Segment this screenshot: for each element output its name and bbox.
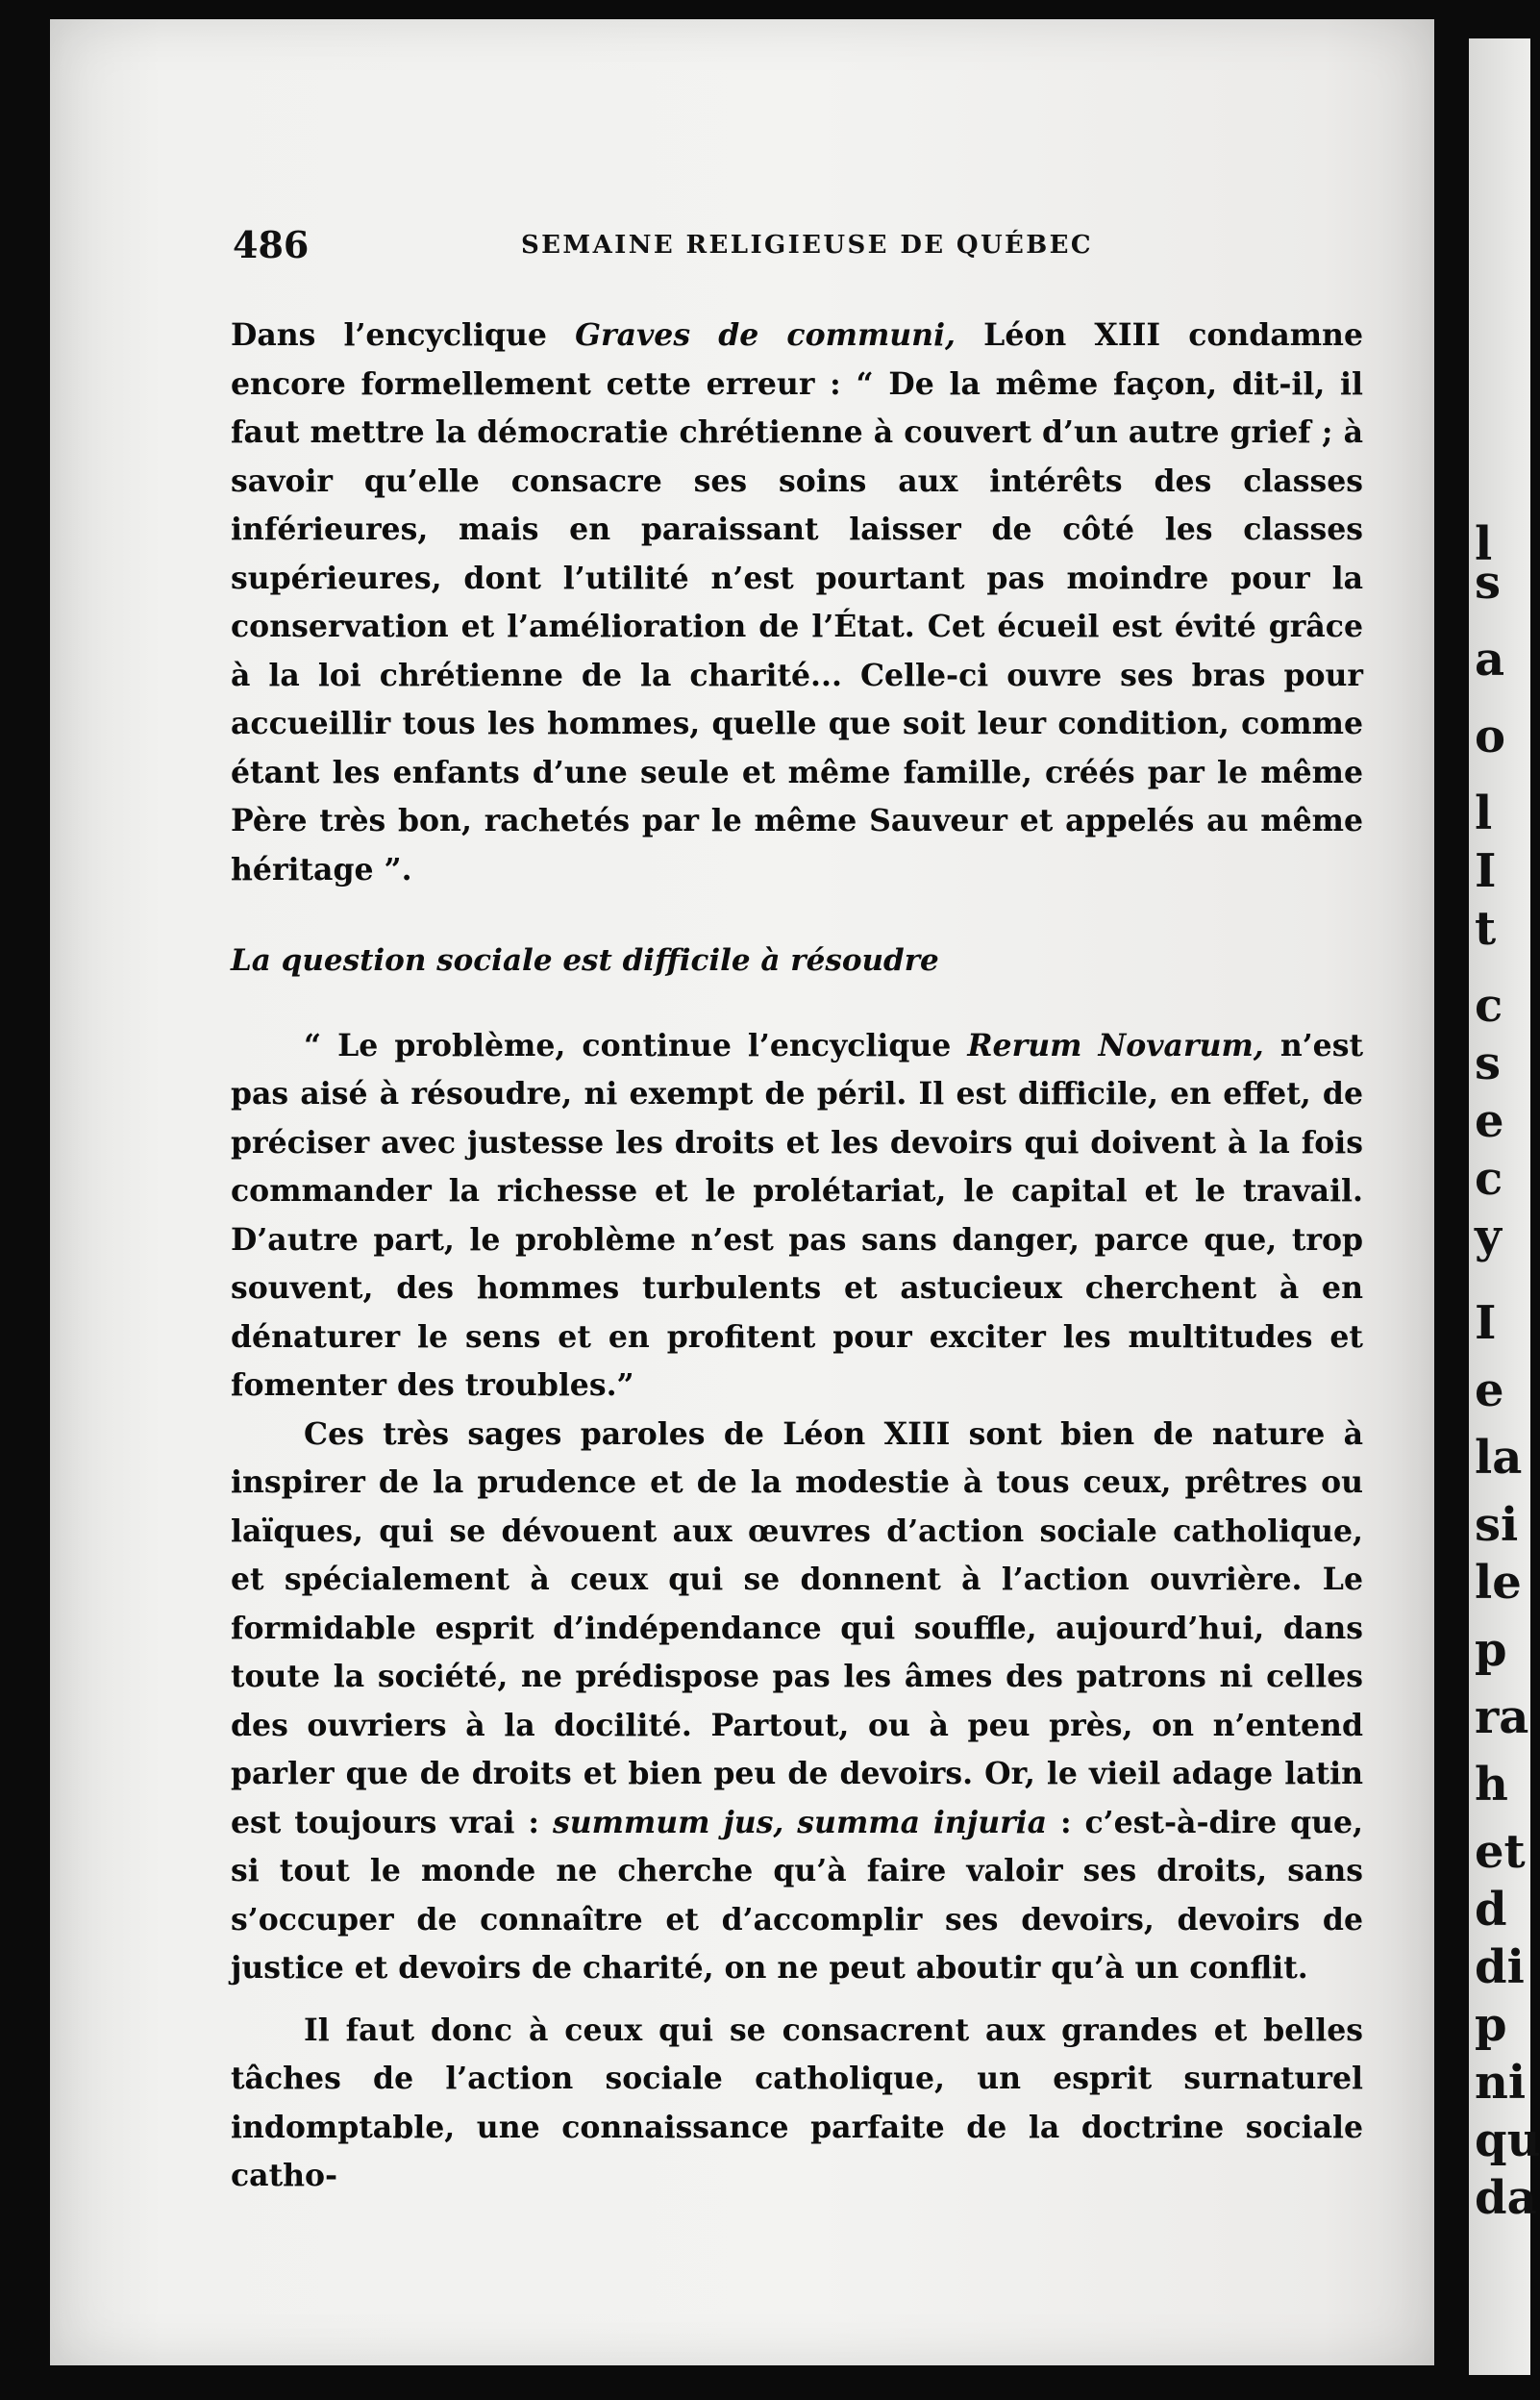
adjacent-page-fragment: da	[1475, 2171, 1537, 2225]
paragraph-1-text-c: Léon XIII condamne encore formellement cette erreur : “ De la même façon, dit-il, il faut mettre la démocratie chrétienne à couvert d’un autre grief ; à savoir qu’elle consacre ses soins aux intérêts des classes inférieures, mais en paraissant laisser de côté les classes supérieures, dont l’utilité n’est pourtant pas moindre pour la conservation et l’amélioration de l’État. Cet écueil est évité grâce à la loi chrétienne de la charité... Celle-ci ouvre ses bras pour accueillir tous les hommes, quelle que soit leur condition, comme étant les enfants d’une seule et même famille, créés par le même Père très bon, rachetés par le même Sauveur et appelés au même héritage ”.	[231, 317, 1364, 888]
adjacent-page-fragment: I	[1475, 844, 1497, 898]
adjacent-page-fragment: di	[1475, 1940, 1525, 1994]
adjacent-page-fragment: e	[1475, 1363, 1504, 1417]
paragraph-3	[231, 1411, 1363, 1993]
adjacent-page-fragment: l	[1475, 787, 1493, 840]
adjacent-page-fragment: ni	[1475, 2056, 1527, 2110]
paragraph-2	[231, 1022, 1363, 1411]
page-header	[233, 223, 1367, 271]
paragraph-3-text-c: : c’est-à-dire que, si tout le monde ne cherche qu’à faire valoir ses droits, sans s’occuper de connaître et d’accomplir ses devoirs, devoirs de justice et devoirs de charité, on ne peut aboutir qu’à un conflit.	[231, 1804, 1364, 1986]
adjacent-page-fragment: qu	[1475, 2113, 1540, 2167]
paragraph-2-text-c: n’est pas aisé à résoudre, ni exempt de péril. Il est difficile, en effet, de préciser avec justesse les droits et les devoirs qui doivent à la fois commander la richesse et le prolétariat, le capital et le travail. D’autre part, le problème n’est pas sans danger, parce que, trop souvent, des hommes turbulents et astucieux cherchent à en dénaturer le sens et en profitent pour exciter les multitudes et fomenter des troubles.”	[231, 1027, 1364, 1403]
adjacent-page-fragment: y	[1475, 1210, 1502, 1263]
paragraph-4: Il faut donc à ceux qui se consacrent aux grandes et belles tâches de l’action sociale catholique, un esprit surnaturel indomptable, une connaissance parfaite de la doctrine sociale catho-	[231, 2012, 1363, 2193]
adjacent-page-fragment: c	[1475, 979, 1503, 1033]
adjacent-page-fragment: d	[1475, 1883, 1507, 1937]
adjacent-page-fragment: p	[1475, 1623, 1507, 1677]
paragraph-1-title-italic: Graves de communi,	[575, 317, 956, 353]
latin-adage-italic: summum jus, summa injuria	[552, 1804, 1048, 1840]
adjacent-page-fragment: t	[1475, 902, 1497, 956]
adjacent-page-fragment: s	[1475, 1037, 1502, 1090]
adjacent-page-fragment: le	[1475, 1556, 1522, 1610]
adjacent-page-fragment: a	[1475, 633, 1505, 687]
running-title: SEMAINE RELIGIEUSE DE QUÉBEC	[521, 231, 1093, 260]
section-heading: La question sociale est difficile à résoudre	[231, 943, 939, 978]
adjacent-page-fragment: p	[1475, 1998, 1507, 2052]
paragraph-3-text-a: Ces très sages paroles de Léon XIII sont bien de nature à inspirer de la prudence et de la modestie à tous ceux, prêtres ou laïques, qui se dévouent aux œuvres d’action sociale catholique, et spécialement à ceux qui se donnent à l’action ouvrière. Le formidable esprit d’indépendance qui souffle, aujourd’hui, dans toute la société, ne prédispose pas les âmes des patrons ni celles des ouvriers à la docilité. Partout, ou à peu près, on n’entend parler que de droits et bien peu de devoirs. Or, le vieil adage latin est toujours vrai :	[231, 1415, 1363, 1840]
adjacent-page-fragment: I	[1475, 1296, 1497, 1350]
adjacent-page-fragment: si	[1475, 1498, 1519, 1552]
adjacent-page-fragment: o	[1475, 710, 1506, 763]
adjacent-page-fragment: s	[1475, 556, 1502, 610]
adjacent-page-fragment: e	[1475, 1094, 1504, 1148]
adjacent-page-fragment: et	[1475, 1825, 1526, 1879]
page-number: 486	[233, 223, 310, 266]
paragraph-2-text-a: “ Le problème, continue l’encyclique	[304, 1027, 968, 1063]
body-text	[231, 312, 1363, 2201]
adjacent-page-fragment: c	[1475, 1152, 1503, 1206]
paragraph-1-text-a: Dans l’encyclique	[231, 317, 576, 353]
adjacent-page-fragment: la	[1475, 1431, 1523, 1485]
adjacent-page-fragment: l	[1475, 517, 1493, 571]
adjacent-page-fragment: ra	[1475, 1690, 1529, 1744]
paragraph-1	[231, 312, 1363, 894]
adjacent-page-fragment: h	[1475, 1758, 1508, 1812]
paragraph-2-title-italic: Rerum Novarum,	[967, 1027, 1264, 1063]
adjacent-page-edge	[1469, 38, 1540, 2375]
